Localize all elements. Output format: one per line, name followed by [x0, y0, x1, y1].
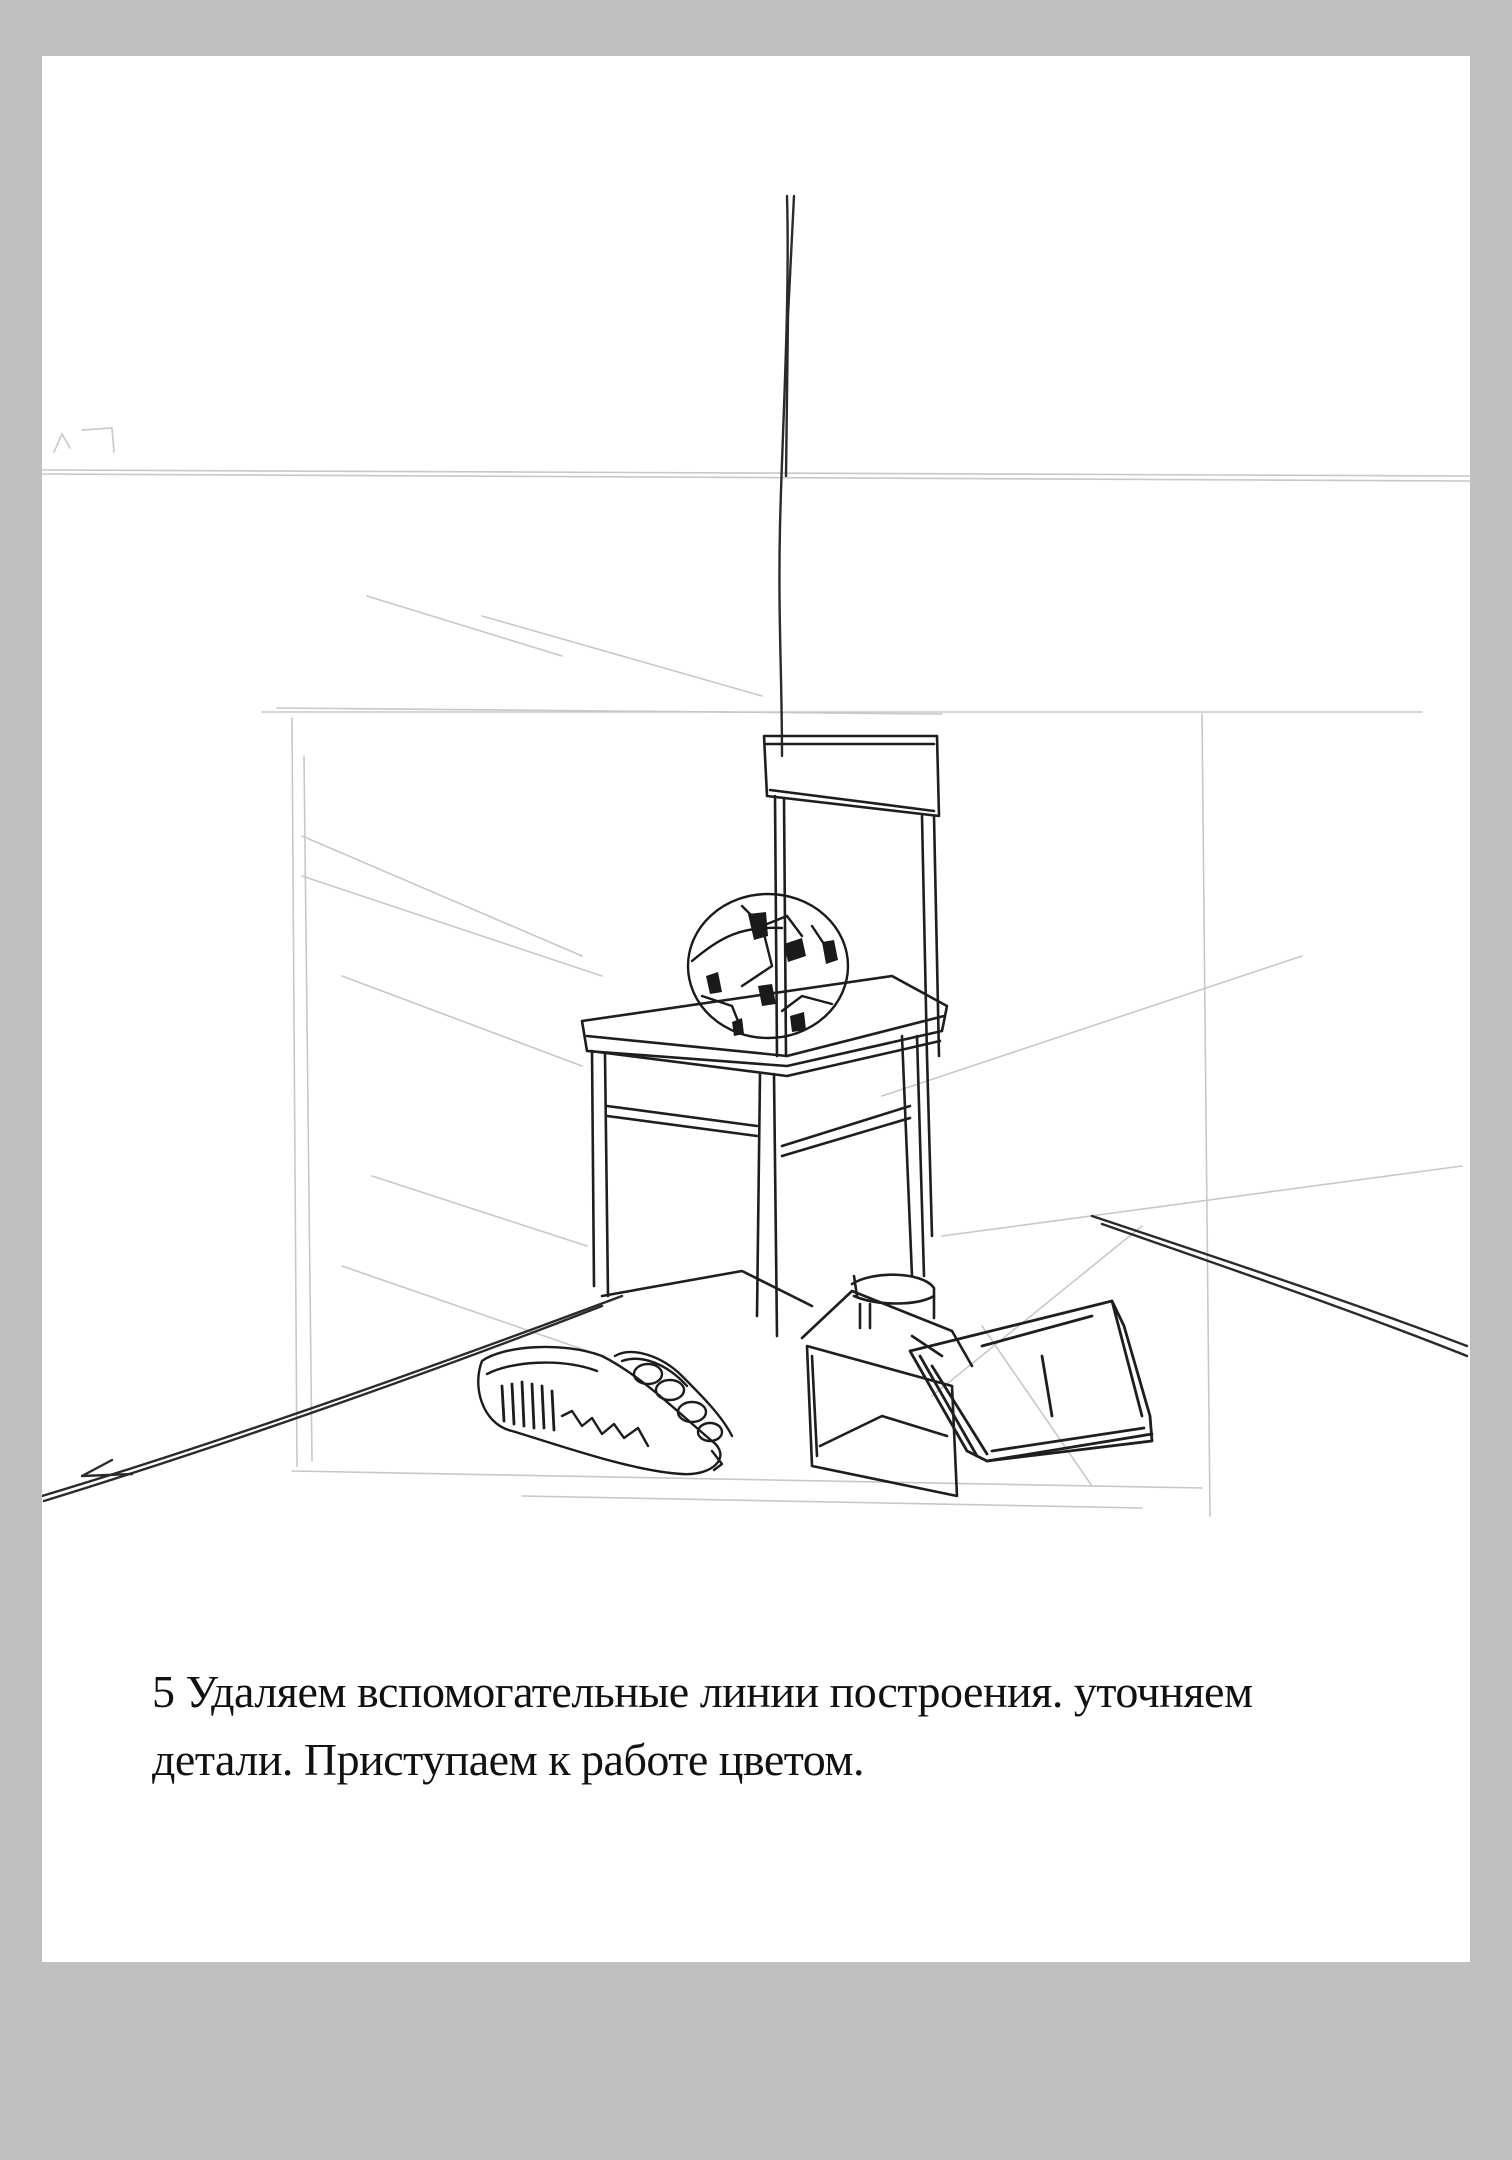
- caption-line-1: 5 Удаляем вспомогательные линии построения. уточняем: [152, 1666, 1253, 1717]
- box-sketch: [802, 1275, 972, 1496]
- construction-lines: [42, 428, 1470, 1516]
- caption-line-2: детали. Приступаем к работе цветом.: [152, 1734, 864, 1785]
- paper-sheet: [42, 56, 1470, 1962]
- sneaker-sketch: [478, 1347, 732, 1474]
- chair-sketch: [582, 736, 947, 1336]
- room-corner-lines: [42, 196, 1467, 1501]
- soccer-ball-sketch: [688, 894, 848, 1038]
- caption-text: [152, 1658, 1352, 1794]
